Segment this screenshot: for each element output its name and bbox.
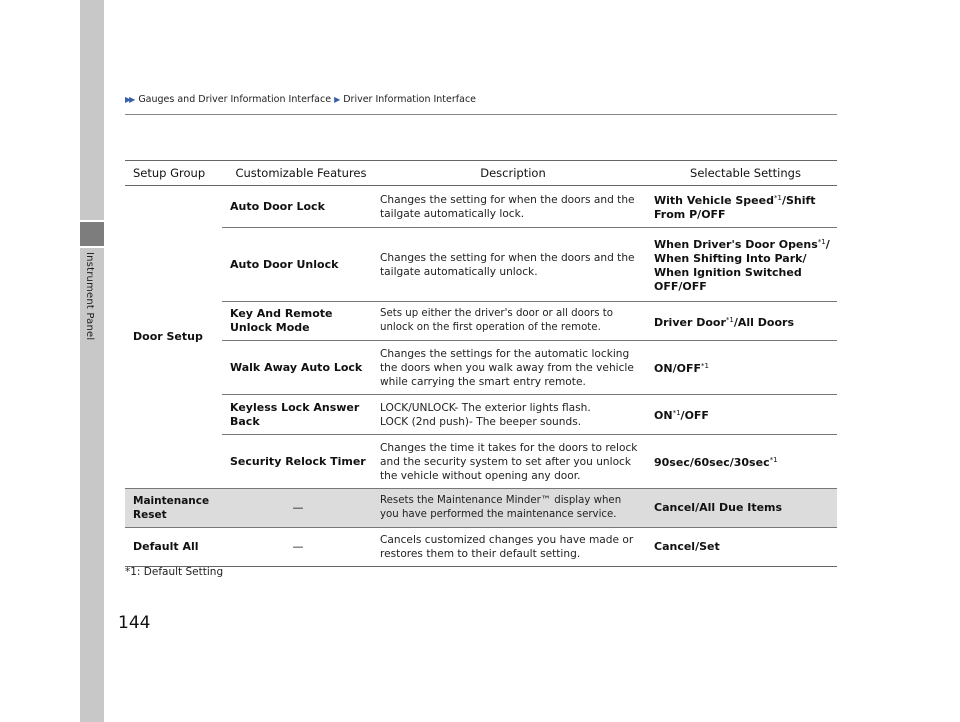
separator: / (695, 540, 700, 553)
description-cell: Cancels customized changes you have made or restores them to their default setting. (372, 528, 646, 567)
footnote-mark: *1 (725, 315, 734, 324)
footnote-mark: *1 (769, 456, 778, 464)
separator: / (729, 456, 734, 469)
setting-option: When Ignition Switched OFF (654, 266, 802, 293)
table-row (125, 528, 837, 567)
setting-option: OFF (682, 280, 707, 293)
separator: / (825, 238, 830, 251)
setting-option: All Due Items (699, 501, 783, 514)
setting-option: Shift From P (654, 194, 816, 221)
setting-option: 30sec (733, 456, 770, 469)
header-customizable-features: Customizable Features (222, 161, 372, 186)
breadcrumb (125, 94, 476, 105)
description-cell: Resets the Maintenance Minder™ display when you have performed the maintenance service. (372, 489, 646, 528)
description-cell: Sets up either the driver's door or all doors to unlock on the first operation of the remote. (372, 302, 646, 341)
footnote-mark: *1 (672, 409, 681, 417)
separator: / (695, 501, 700, 514)
separator: / (680, 409, 685, 422)
header-divider (125, 114, 837, 115)
breadcrumb-section-link[interactable]: Gauges and Driver Information Interface (138, 94, 332, 105)
header-description: Description (372, 161, 646, 186)
table-row (125, 489, 837, 528)
table-row (125, 395, 837, 435)
header-selectable-settings: Selectable Settings (646, 161, 837, 186)
table-row (125, 341, 837, 395)
description-cell (372, 395, 646, 435)
setting-option: Cancel (654, 540, 696, 553)
feature-auto-door-lock: Auto Door Lock (222, 186, 372, 228)
settings-cell (646, 302, 837, 341)
setting-option: ON (654, 362, 673, 375)
breadcrumb-arrow-icon: ▶ (334, 95, 339, 104)
setting-option: ON (654, 409, 673, 422)
description-line: LOCK/UNLOCK- The exterior lights flash. (380, 401, 591, 414)
footnote-mark: *1 (817, 238, 826, 246)
settings-cell (646, 435, 837, 489)
page-number: 144 (118, 613, 151, 633)
breadcrumb-arrow-icon: ▶▶ (125, 95, 134, 104)
sidebar-chapter-label: Instrument Panel (84, 252, 95, 341)
description-cell: Changes the time it takes for the doors to relock and the security system to set after you unlock the vehicle without opening any door. (372, 435, 646, 489)
settings-cell (646, 528, 837, 567)
separator: / (802, 252, 807, 265)
group-default-all: Default All (125, 528, 222, 567)
group-maintenance-reset: Maintenance Reset (125, 489, 222, 528)
feature-walk-away-auto-lock: Walk Away Auto Lock (222, 341, 372, 395)
setting-option: Cancel (654, 501, 696, 514)
table-row (125, 228, 837, 302)
setting-option: All Doors (737, 315, 794, 329)
table-header-row (125, 161, 837, 186)
setting-option: OFF (684, 409, 709, 422)
settings-cell (646, 489, 837, 528)
sidebar-tab (80, 0, 104, 220)
description-line: LOCK (2nd push)- The beeper sounds. (380, 415, 582, 428)
table-row (125, 186, 837, 228)
settings-cell (646, 228, 837, 302)
separator: / (689, 456, 694, 469)
setting-option: With Vehicle Speed (654, 194, 774, 207)
sidebar-active-tab (80, 222, 104, 246)
feature-keyless-lock-answer-back: Keyless Lock Answer Back (222, 395, 372, 435)
separator: / (672, 362, 677, 375)
separator: / (781, 194, 786, 207)
setting-option: 90sec (654, 456, 690, 469)
separator: / (697, 208, 702, 221)
breadcrumb-subsection-link[interactable]: Driver Information Interface (343, 94, 477, 105)
settings-table (125, 160, 837, 567)
description-cell: Changes the setting for when the doors and the tailgate automatically lock. (372, 186, 646, 228)
footnote-mark: *1 (773, 194, 782, 202)
setting-option: When Shifting Into Park (654, 252, 803, 265)
description-cell: Changes the settings for the automatic locking the doors when you walk away from the vehicle while carrying the smart entry remote. (372, 341, 646, 395)
footnote: *1: Default Setting (125, 566, 224, 578)
setting-option: OFF (701, 208, 726, 221)
setting-option: When Driver's Door Opens (654, 238, 818, 251)
table-row (125, 435, 837, 489)
setting-option: Set (699, 540, 720, 553)
feature-auto-door-unlock: Auto Door Unlock (222, 228, 372, 302)
separator: / (678, 280, 683, 293)
setting-option: OFF (676, 362, 701, 375)
feature-none: — (222, 528, 372, 567)
settings-cell (646, 341, 837, 395)
setting-option: Driver Door (654, 315, 726, 329)
feature-key-and-remote-unlock-mode: Key And Remote Unlock Mode (222, 302, 372, 341)
description-cell: Changes the setting for when the doors and the tailgate automatically unlock. (372, 228, 646, 302)
settings-cell (646, 186, 837, 228)
settings-cell (646, 395, 837, 435)
feature-none: — (222, 489, 372, 528)
group-door-setup: Door Setup (125, 186, 222, 489)
setting-option: 60sec (693, 456, 730, 469)
chapter-sidebar (0, 0, 104, 722)
feature-security-relock-timer: Security Relock Timer (222, 435, 372, 489)
table-row (125, 302, 837, 341)
header-setup-group: Setup Group (125, 161, 222, 186)
separator: / (733, 315, 738, 329)
footnote-mark: *1 (700, 362, 709, 370)
